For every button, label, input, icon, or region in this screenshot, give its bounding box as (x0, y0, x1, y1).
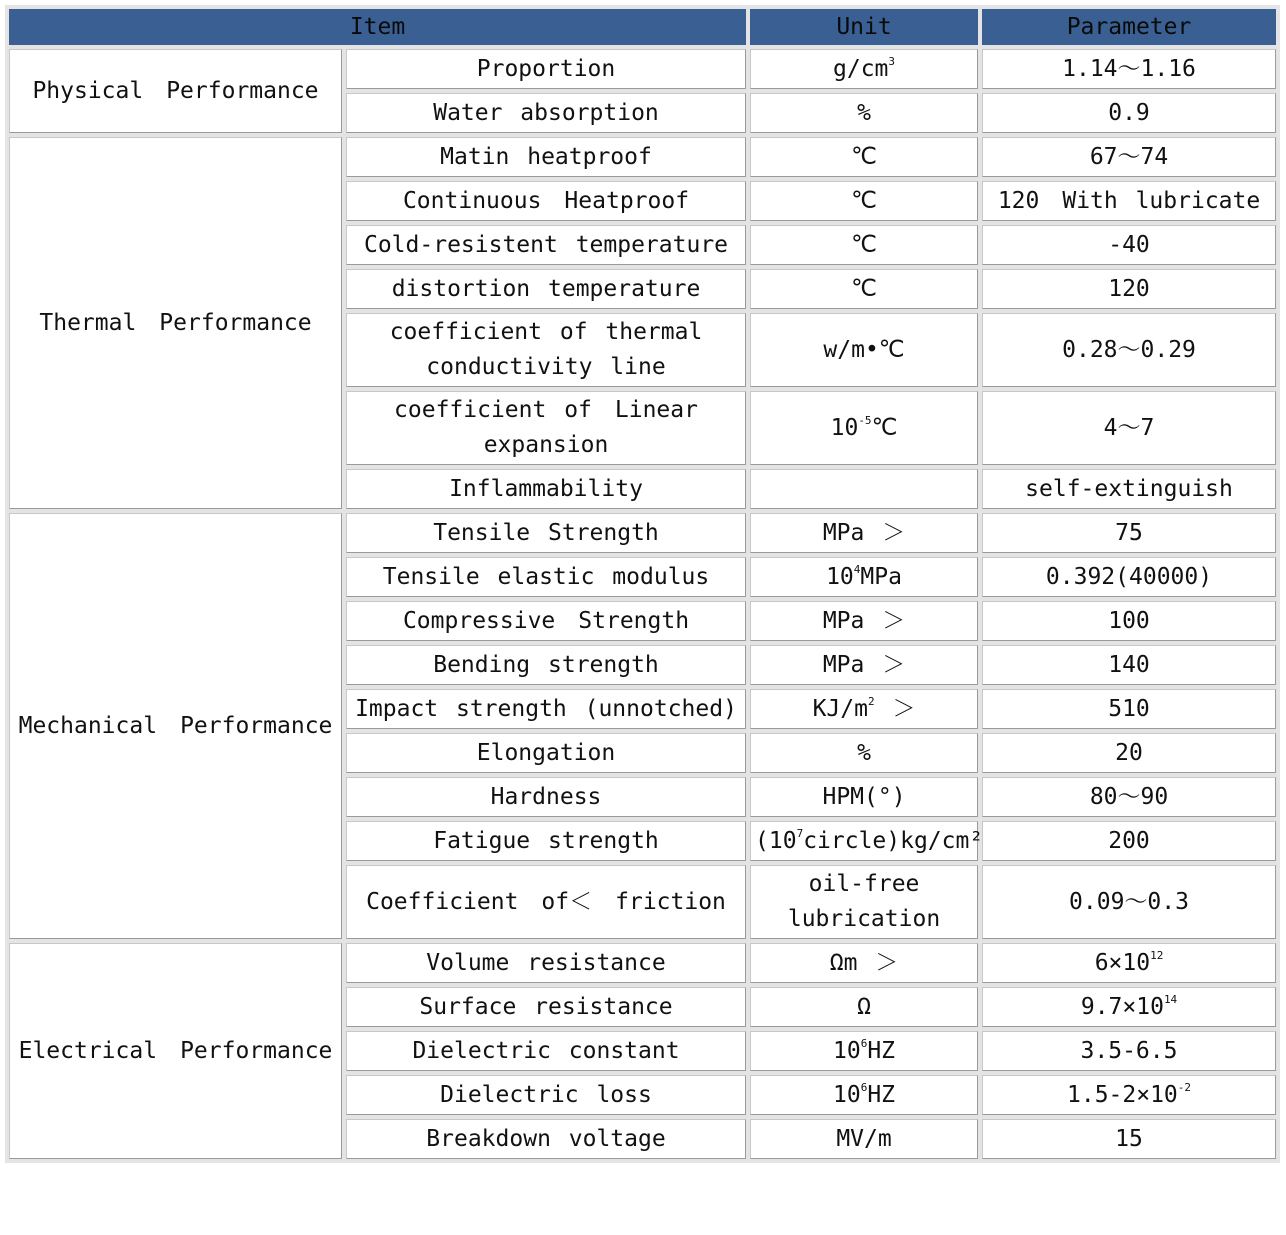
header-unit: Unit (750, 9, 978, 45)
unit-suffix: HZ (867, 1081, 896, 1108)
parameter-value: 100 (1108, 607, 1150, 634)
item-cell: Impact strength (unnotched) (346, 689, 746, 729)
parameter-value: 1.14～1.16 (1062, 55, 1196, 82)
unit-text: Ωm ＞ (829, 949, 899, 976)
parameter-cell (982, 93, 1276, 133)
parameter-cell (982, 313, 1276, 387)
unit-cell (750, 513, 978, 553)
unit-text: 10 (826, 563, 854, 590)
table-row (9, 513, 1276, 553)
parameter-value: 3.5-6.5 (1080, 1037, 1178, 1064)
unit-suffix: circle)kg/cm² (803, 827, 984, 854)
item-cell: Tensile elastic modulus (346, 557, 746, 597)
unit-text: ℃ (851, 187, 877, 214)
item-cell: distortion temperature (346, 269, 746, 309)
parameter-cell (982, 777, 1276, 817)
parameter-cell (982, 601, 1276, 641)
parameter-value: 6×10 (1094, 949, 1151, 976)
parameter-cell (982, 557, 1276, 597)
unit-text: HPM(°) (822, 783, 906, 810)
parameter-cell (982, 225, 1276, 265)
table-body (9, 49, 1276, 1159)
unit-cell (750, 645, 978, 685)
unit-text: MPa ＞ (822, 607, 906, 634)
specification-table (5, 5, 1280, 1163)
parameter-cell (982, 689, 1276, 729)
header-item: Item (9, 9, 746, 45)
parameter-value: 20 (1115, 739, 1143, 766)
group-label: Thermal Performance (9, 137, 342, 509)
item-cell: Hardness (346, 777, 746, 817)
unit-cell (750, 777, 978, 817)
unit-text: 10 (833, 1037, 861, 1064)
item-cell: Dielectric loss (346, 1075, 746, 1115)
unit-cell (750, 269, 978, 309)
unit-cell (750, 49, 978, 89)
table-row (9, 943, 1276, 983)
parameter-value: 80～90 (1089, 783, 1169, 810)
item-cell: coefficient of thermal conductivity line (346, 313, 746, 387)
parameter-cell (982, 645, 1276, 685)
unit-cell (750, 1031, 978, 1071)
parameter-cell (982, 987, 1276, 1027)
unit-cell (750, 557, 978, 597)
unit-text: Ω (857, 993, 871, 1020)
item-cell: Water absorption (346, 93, 746, 133)
unit-suffix: ℃ (871, 414, 898, 441)
unit-text: MV/m (836, 1125, 892, 1152)
parameter-value: 9.7×10 (1080, 993, 1164, 1020)
parameter-cell (982, 469, 1276, 509)
unit-superscript: 6 (860, 1036, 868, 1050)
unit-cell (750, 821, 984, 861)
item-cell: Cold-resistent temperature (346, 225, 746, 265)
parameter-cell (982, 513, 1276, 553)
parameter-cell (982, 49, 1276, 89)
unit-cell (750, 1075, 978, 1115)
parameter-superscript: 14 (1163, 992, 1178, 1006)
parameter-cell (982, 391, 1276, 465)
header-parameter: Parameter (982, 9, 1276, 45)
unit-cell (750, 1119, 978, 1159)
group-label: Electrical Performance (9, 943, 342, 1159)
item-cell: Fatigue strength (346, 821, 746, 861)
unit-superscript: -5 (858, 413, 872, 427)
item-cell: Breakdown voltage (346, 1119, 746, 1159)
parameter-value: 1.5-2×10 (1067, 1081, 1178, 1108)
item-cell: Compressive Strength (346, 601, 746, 641)
item-cell: Surface resistance (346, 987, 746, 1027)
parameter-value: 0.9 (1108, 99, 1150, 126)
item-cell: Inflammability (346, 469, 746, 509)
item-cell: coefficient of Linear expansion (346, 391, 746, 465)
table-row (9, 137, 1276, 177)
parameter-cell (982, 1075, 1276, 1115)
unit-text: (10 (755, 827, 797, 854)
parameter-cell (982, 137, 1276, 177)
unit-text: ℃ (851, 143, 877, 170)
header-row (9, 9, 1276, 45)
parameter-value: 0.28～0.29 (1062, 336, 1196, 363)
item-cell: Volume resistance (346, 943, 746, 983)
parameter-cell (982, 943, 1276, 983)
unit-text: oil-free lubrication (787, 871, 941, 932)
unit-cell (750, 391, 978, 465)
unit-text: % (857, 739, 871, 766)
parameter-value: 0.392(40000) (1045, 563, 1213, 590)
unit-suffix: ＞ (874, 695, 916, 722)
parameter-value: 15 (1115, 1125, 1143, 1152)
parameter-value: -40 (1108, 231, 1150, 258)
unit-cell (750, 225, 978, 265)
unit-cell (750, 865, 978, 939)
parameter-value: 67～74 (1089, 143, 1169, 170)
unit-text: % (857, 99, 871, 126)
unit-suffix: HZ (867, 1037, 896, 1064)
parameter-value: 120 (1108, 275, 1150, 302)
parameter-value: 4～7 (1103, 414, 1155, 441)
unit-text: 10 (830, 414, 859, 441)
unit-superscript: 4 (853, 562, 861, 576)
parameter-cell (982, 1031, 1276, 1071)
parameter-value: 510 (1108, 695, 1150, 722)
unit-text: KJ/m (812, 695, 868, 722)
unit-cell (750, 689, 978, 729)
unit-cell (750, 469, 978, 509)
parameter-value: 140 (1108, 651, 1150, 678)
unit-cell (750, 313, 978, 387)
parameter-value: self-extinguish (1025, 475, 1233, 502)
spec-table-container (5, 5, 1276, 1163)
unit-cell (750, 943, 978, 983)
parameter-value: 200 (1108, 827, 1150, 854)
parameter-value: 0.09～0.3 (1069, 888, 1189, 915)
unit-cell (750, 93, 978, 133)
parameter-value: 120 With lubricate (997, 187, 1261, 214)
unit-text: ℃ (851, 275, 877, 302)
parameter-value: 75 (1115, 519, 1143, 546)
unit-cell (750, 137, 978, 177)
item-cell: Matin heatproof (346, 137, 746, 177)
item-cell: Elongation (346, 733, 746, 773)
unit-text: MPa ＞ (822, 651, 906, 678)
item-cell: Tensile Strength (346, 513, 746, 553)
group-label: Physical Performance (9, 49, 342, 133)
unit-superscript: 2 (867, 694, 875, 708)
unit-text: 10 (833, 1081, 861, 1108)
unit-superscript: 3 (888, 54, 896, 68)
parameter-superscript: -2 (1177, 1080, 1192, 1094)
item-cell: Proportion (346, 49, 746, 89)
parameter-superscript: 12 (1150, 948, 1164, 962)
unit-suffix: MPa (860, 563, 902, 590)
unit-text: w/m•℃ (823, 336, 905, 363)
item-cell: Coefficient of＜ friction (346, 865, 746, 939)
item-cell: Dielectric constant (346, 1031, 746, 1071)
item-cell: Bending strength (346, 645, 746, 685)
unit-cell (750, 601, 978, 641)
parameter-cell (982, 1119, 1276, 1159)
table-row (9, 49, 1276, 89)
unit-cell (750, 987, 978, 1027)
unit-superscript: 7 (796, 826, 804, 840)
unit-text: MPa ＞ (822, 519, 906, 546)
parameter-cell (982, 733, 1276, 773)
parameter-cell (982, 269, 1276, 309)
unit-text: ℃ (851, 231, 877, 258)
unit-text: g/cm (833, 55, 889, 82)
item-cell: Continuous Heatproof (346, 181, 746, 221)
group-label: Mechanical Performance (9, 513, 342, 939)
parameter-cell (982, 865, 1276, 939)
parameter-cell (982, 181, 1276, 221)
parameter-cell (982, 821, 1276, 861)
unit-cell (750, 733, 978, 773)
unit-superscript: 6 (860, 1080, 868, 1094)
unit-cell (750, 181, 978, 221)
